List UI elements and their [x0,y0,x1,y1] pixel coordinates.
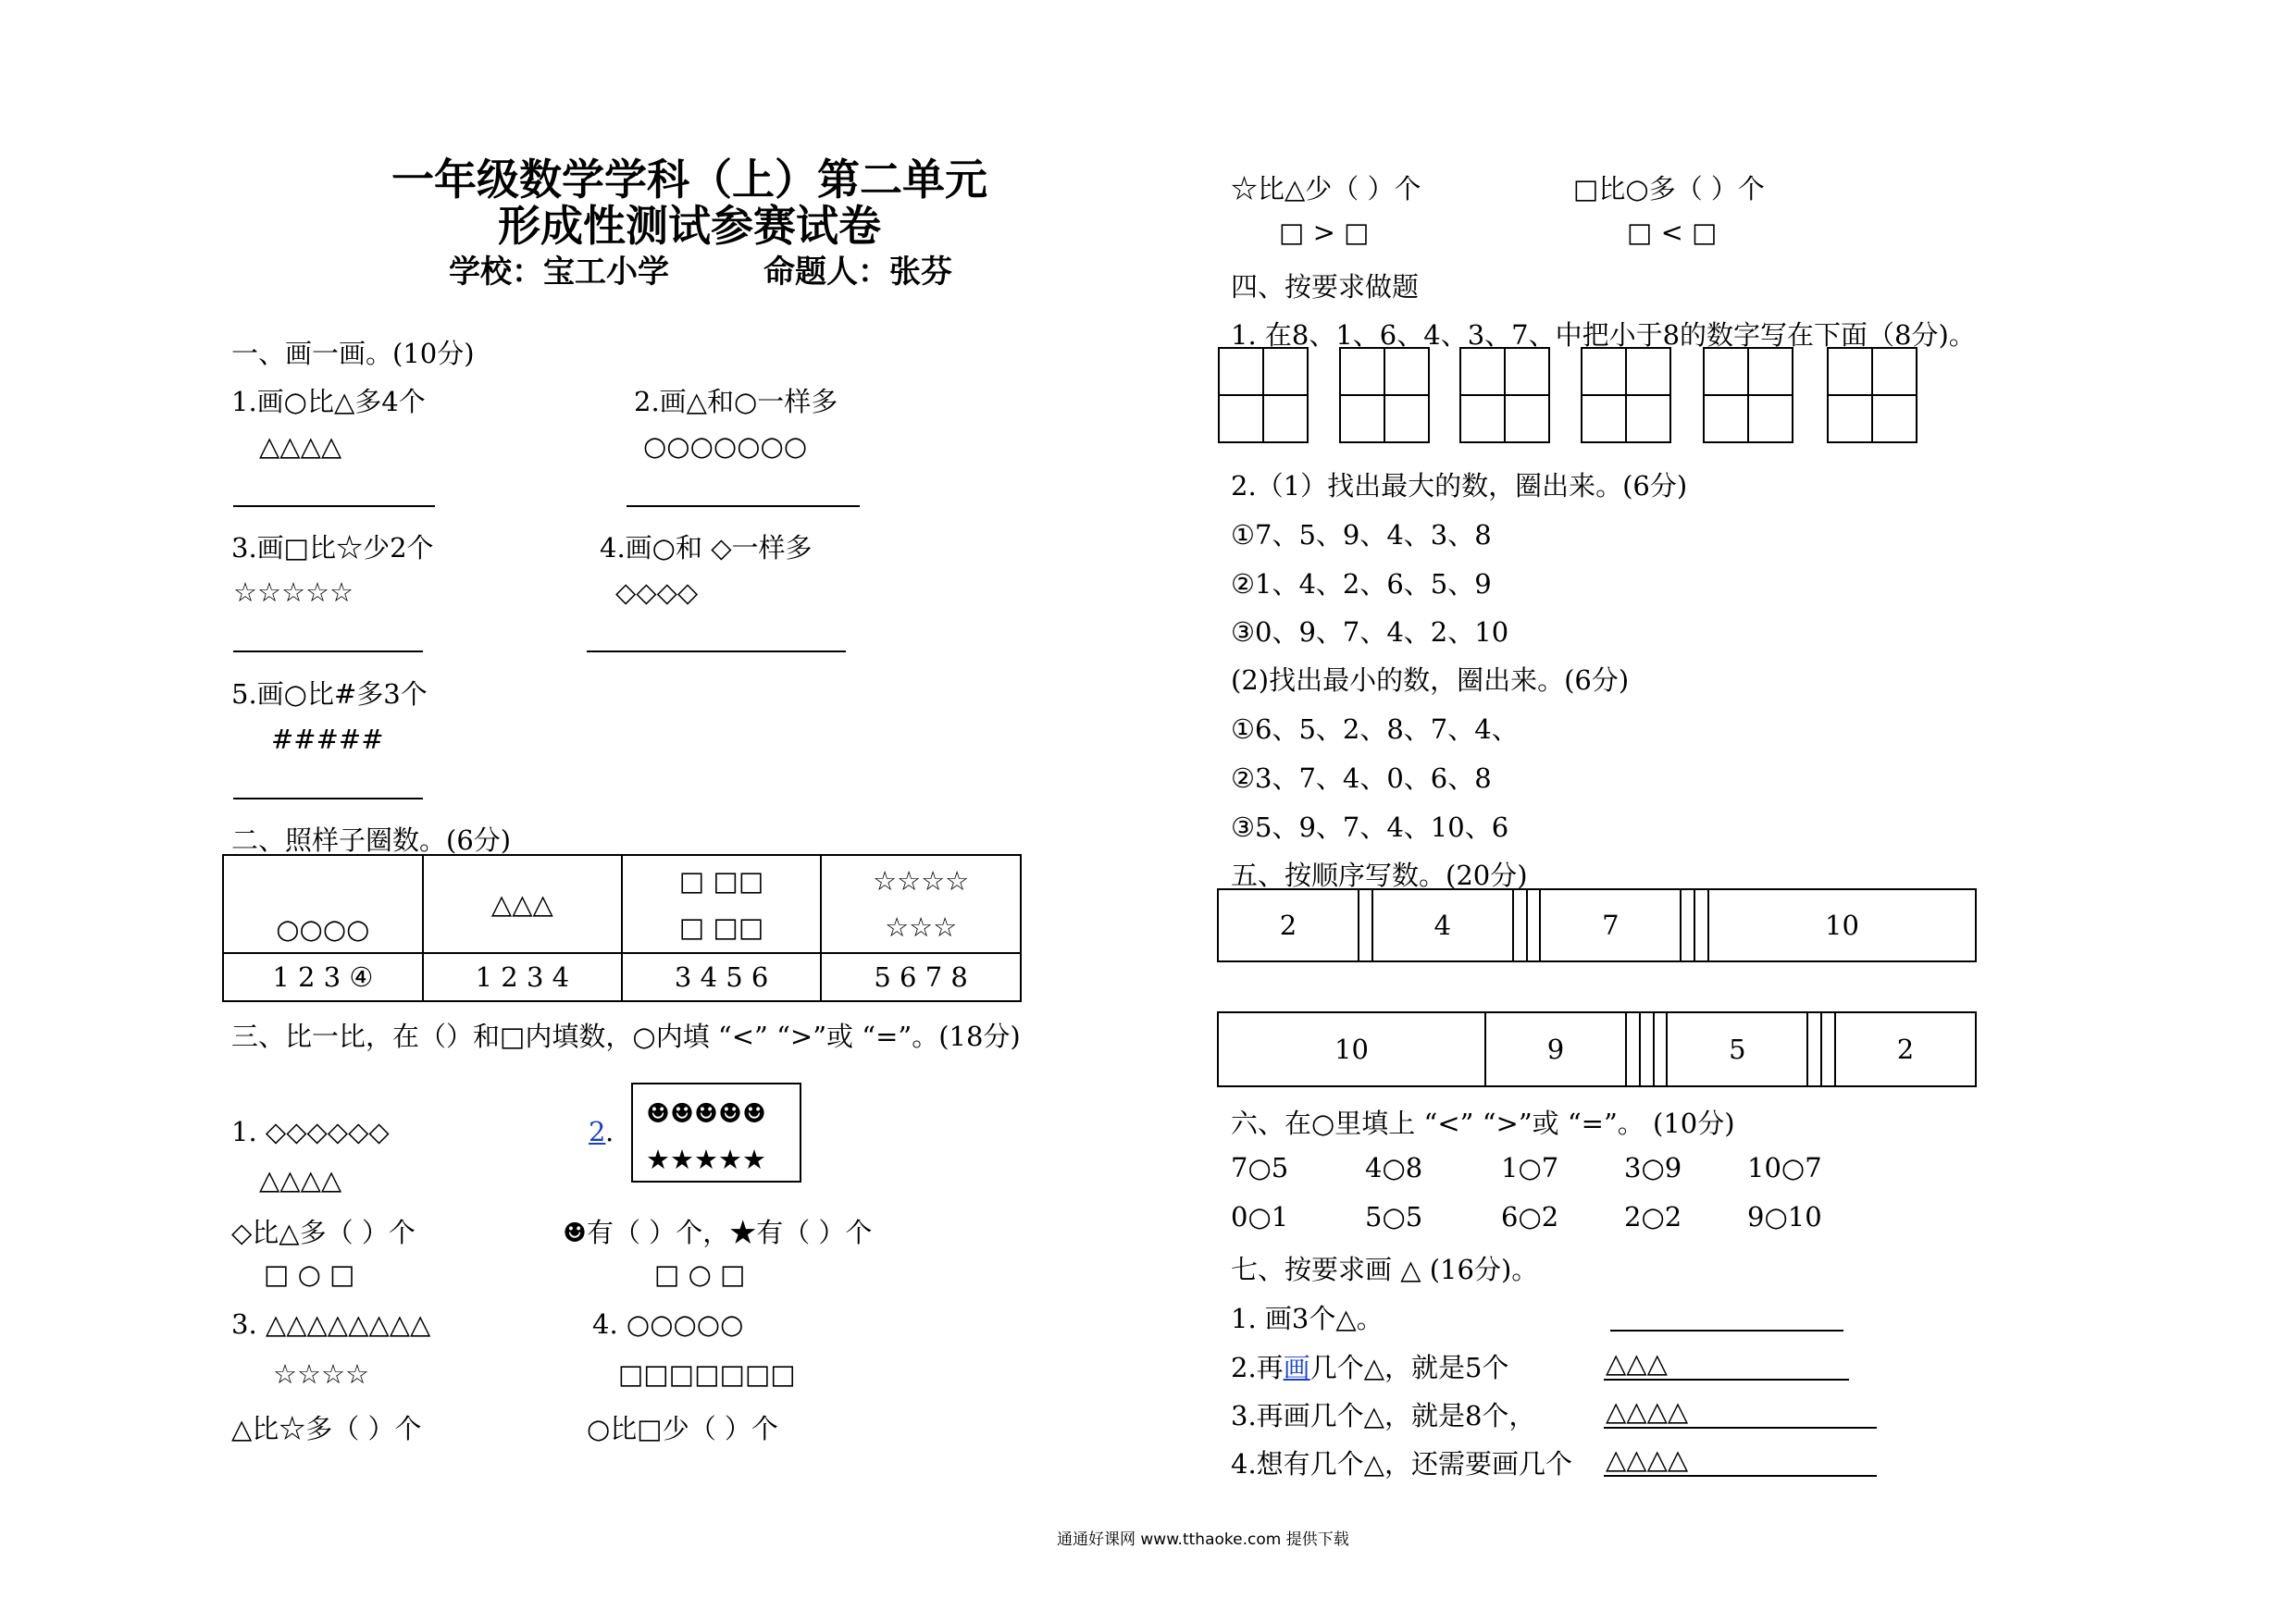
r-compare-2-boxes[interactable]: □ < □ [1627,217,1718,248]
sequence-row-1 [1217,888,1977,962]
s1-q4-shapes: ◇◇◇◇ [615,576,699,608]
s7-q1: 1. 画3个△。 [1231,1303,1384,1334]
s4-q2: 2.（1）找出最大的数，圈出来。(6分) [1231,470,1688,502]
seq1-cell[interactable]: 7 [1540,889,1681,961]
s1-q2-shapes: ○○○○○○○ [643,430,808,462]
compare-item[interactable]: 3○9 [1624,1152,1682,1183]
compare-item[interactable]: 5○5 [1365,1201,1423,1233]
number-cell-1[interactable] [223,953,423,1001]
seq2-cell[interactable] [1807,1012,1821,1086]
seq1-cell[interactable]: 4 [1372,889,1513,961]
writing-grid-cell[interactable] [1871,347,1917,396]
writing-grid-cell[interactable] [1459,394,1506,443]
s3-q4-squares: □□□□□□□ [618,1358,796,1390]
s3-q2-smileys: ☻☻☻☻☻ [646,1097,766,1129]
writing-grid-cell[interactable] [1384,394,1430,443]
s3-q2-question: ☻有（ ）个，★有（ ）个 [563,1217,873,1248]
s4-q2-list-3[interactable]: ③0、9、7、4、2、10 [1231,616,1509,648]
compare-item[interactable]: 7○5 [1231,1152,1289,1183]
compare-item[interactable]: 2○2 [1624,1201,1682,1233]
writing-grid-cell[interactable] [1747,347,1793,396]
section-3-heading: 三、比一比，在（）和□内填数，○内填 “<” “>”或 “=”。(18分) [231,1021,1021,1052]
s4-q2b-list-2[interactable]: ②3、7、4、0、6、8 [1231,762,1492,794]
sequence-row-2 [1217,1011,1977,1087]
s1-q5: 5.画○比#多3个 [231,678,428,710]
s7-q4: 4.想有几个△，还需要画几个 [1231,1448,1572,1480]
s3-q2-boxes[interactable]: □ ○ □ [654,1258,746,1290]
s1-q4: 4.画○和 ◇一样多 [600,532,813,564]
s1-q5-answer-line[interactable] [233,798,423,799]
s4-q1: 1. 在8、1、6、4、3、7、中把小于8的数字写在下面（8分)。 [1231,319,1976,351]
compare-item[interactable]: 6○2 [1501,1201,1559,1233]
s1-q3: 3.画□比☆少2个 [231,532,434,564]
writing-grid-cell[interactable] [1459,347,1506,396]
seq2-cell[interactable]: 9 [1485,1012,1626,1086]
s3-q1-triangles: △△△△ [259,1164,342,1196]
section-1-heading: 一、画一画。(10分) [231,338,475,369]
s3-q4-question: ○比□少（ ）个 [587,1413,778,1444]
s1-q2: 2.画△和○一样多 [634,386,838,417]
s1-q1-answer-line[interactable] [233,505,435,507]
r-compare-1: ☆比△少（ ）个 [1231,173,1421,204]
section-4-heading: 四、按要求做题 [1231,271,1420,303]
s7-q2-link[interactable]: 画 [1283,1352,1310,1383]
s4-q2-list-1[interactable]: ①7、5、9、4、3、8 [1231,519,1492,551]
shape-cell-circles [223,855,423,953]
number-cell-2[interactable] [423,953,622,1001]
s7-q3-shapes: △△△△ [1606,1395,1689,1427]
s7-q2 [1231,1347,1508,1385]
writing-grid-cell[interactable] [1504,394,1550,443]
seq1-cell[interactable] [1527,889,1541,961]
s1-q1: 1.画○比△多4个 [231,386,426,417]
seq2-cell[interactable]: 5 [1667,1012,1807,1086]
number-text: 1 2 3 4 [475,961,570,993]
s3-q3-stars: ☆☆☆☆ [273,1358,369,1390]
seq2-cell[interactable]: 2 [1835,1012,1976,1086]
s7-q2-prefix: 2.再 [1231,1352,1284,1383]
school-label: 学校：宝工小学 [449,254,669,291]
s3-q2-number-link[interactable]: 2 [589,1116,606,1147]
s3-q4: 4. ○○○○○ [592,1308,744,1340]
number-cell-4[interactable] [821,953,1021,1001]
s7-q1-answer-line[interactable] [1610,1330,1843,1332]
writing-grid-cell[interactable] [1339,394,1385,443]
stars-row-2: ☆☆☆ [885,911,958,943]
compare-item[interactable]: 10○7 [1747,1152,1822,1183]
writing-grid-cell[interactable] [1339,347,1385,396]
title-line-2: 形成性测试参赛试卷 [498,201,881,251]
circles-text: ○○○○ [276,913,370,945]
s7-q2-answer-line[interactable] [1604,1379,1849,1381]
writing-grid-cell[interactable] [1703,347,1749,396]
writing-grid-cell[interactable] [1703,394,1749,443]
compare-item[interactable]: 1○7 [1501,1152,1559,1183]
s3-q1-boxes[interactable]: □ ○ □ [264,1258,355,1290]
number-text: 1 2 3 ④ [272,961,374,993]
s3-q3: 3. △△△△△△△△ [231,1308,431,1340]
s7-q4-shapes: △△△△ [1606,1443,1689,1475]
s7-q3-answer-line[interactable] [1604,1427,1877,1429]
writing-grid-cell[interactable] [1262,394,1309,443]
squares-row-2: □ □□ [678,911,764,943]
s4-q2b-list-3[interactable]: ③5、9、7、4、10、6 [1231,812,1509,843]
seq2-cell[interactable] [1654,1012,1668,1086]
s7-q2-shapes: △△△ [1606,1347,1668,1379]
compare-item[interactable]: 9○10 [1747,1201,1822,1233]
footer-text: 通通好课网 www.tthaoke.com 提供下载 [1057,1530,1349,1549]
writing-grid-cell[interactable] [1218,347,1264,396]
shape-cell-stars [821,855,1021,953]
writing-grid-cell[interactable] [1871,394,1917,443]
compare-item[interactable]: 0○1 [1231,1201,1289,1233]
section-7-heading: 七、按要求画 △ (16分)。 [1231,1254,1539,1285]
number-cell-3[interactable] [622,953,821,1001]
s1-q3-answer-line[interactable] [233,650,423,652]
section-2-heading: 二、照样子圈数。(6分) [231,824,512,856]
s3-q3-question: △比☆多（ ）个 [231,1413,422,1444]
writing-grid-cell[interactable] [1218,394,1264,443]
triangles-text: △△△ [490,888,553,920]
seq2-cell[interactable] [1640,1012,1654,1086]
seq2-cell[interactable] [1626,1012,1640,1086]
shape-cell-squares [622,855,821,953]
shape-cell-triangles [423,855,622,953]
writing-grid-cell[interactable] [1625,347,1671,396]
s1-q3-shapes: ☆☆☆☆☆ [233,576,354,608]
s3-q2-stars: ★★★★★ [646,1144,766,1175]
r-compare-1-boxes[interactable]: □ > □ [1279,217,1370,248]
s1-q4-answer-line[interactable] [587,650,846,652]
s4-q2b: (2)找出最小的数，圈出来。(6分) [1231,664,1630,696]
s4-q2-list-2[interactable]: ②1、4、2、6、5、9 [1231,568,1492,600]
s1-q1-shapes: △△△△ [259,430,342,462]
s7-q2-suffix: 几个△，就是5个 [1309,1352,1509,1383]
seq1-cell[interactable] [1681,889,1694,961]
s3-q2-dot: . [605,1116,614,1147]
writing-grid-cell[interactable] [1384,347,1430,396]
seq1-cell[interactable] [1513,889,1527,961]
writing-grid-cell[interactable] [1827,347,1873,396]
s7-q3: 3.再画几个△，就是8个， [1231,1400,1536,1431]
seq1-cell[interactable]: 2 [1218,889,1359,961]
seq2-cell[interactable]: 10 [1218,1012,1485,1086]
s1-q5-shapes: ##### [271,724,384,755]
s1-q2-answer-line[interactable] [627,505,860,507]
writing-grid-cell[interactable] [1581,394,1627,443]
s3-q1: 1. ◇◇◇◇◇◇ [231,1116,390,1147]
stars-row-1: ☆☆☆☆ [873,865,970,897]
writing-grid-cell[interactable] [1827,394,1873,443]
title-line-1: 一年级数学学科（上）第二单元 [391,155,987,204]
writing-grid-cell[interactable] [1504,347,1550,396]
number-text: 3 4 5 6 [674,961,769,993]
author-label: 命题人：张芬 [763,254,952,291]
circle-numbers-table [222,854,1022,1002]
s3-q1-question: ◇比△多（ ）个 [231,1217,416,1248]
seq2-cell[interactable] [1821,1012,1835,1086]
s7-q4-answer-line[interactable] [1604,1475,1877,1477]
seq1-cell[interactable] [1359,889,1372,961]
section-5-heading: 五、按顺序写数。(20分) [1231,860,1528,891]
s4-q2b-list-1[interactable]: ①6、5、2、8、7、4、 [1231,713,1519,745]
r-compare-2: □比○多（ ）个 [1573,173,1765,204]
writing-grid-cell[interactable] [1747,394,1793,443]
writing-grid-cell[interactable] [1581,347,1627,396]
writing-grid-cell[interactable] [1625,394,1671,443]
compare-item[interactable]: 4○8 [1365,1152,1423,1183]
section-6-heading: 六、在○里填上 “<” “>”或 “=”。 (10分) [1231,1108,1735,1139]
writing-grid-cell[interactable] [1262,347,1309,396]
number-text: 5 6 7 8 [874,961,968,993]
seq1-cell[interactable] [1694,889,1708,961]
squares-row-1: □ □□ [678,865,764,897]
seq1-cell[interactable]: 10 [1708,889,1976,961]
